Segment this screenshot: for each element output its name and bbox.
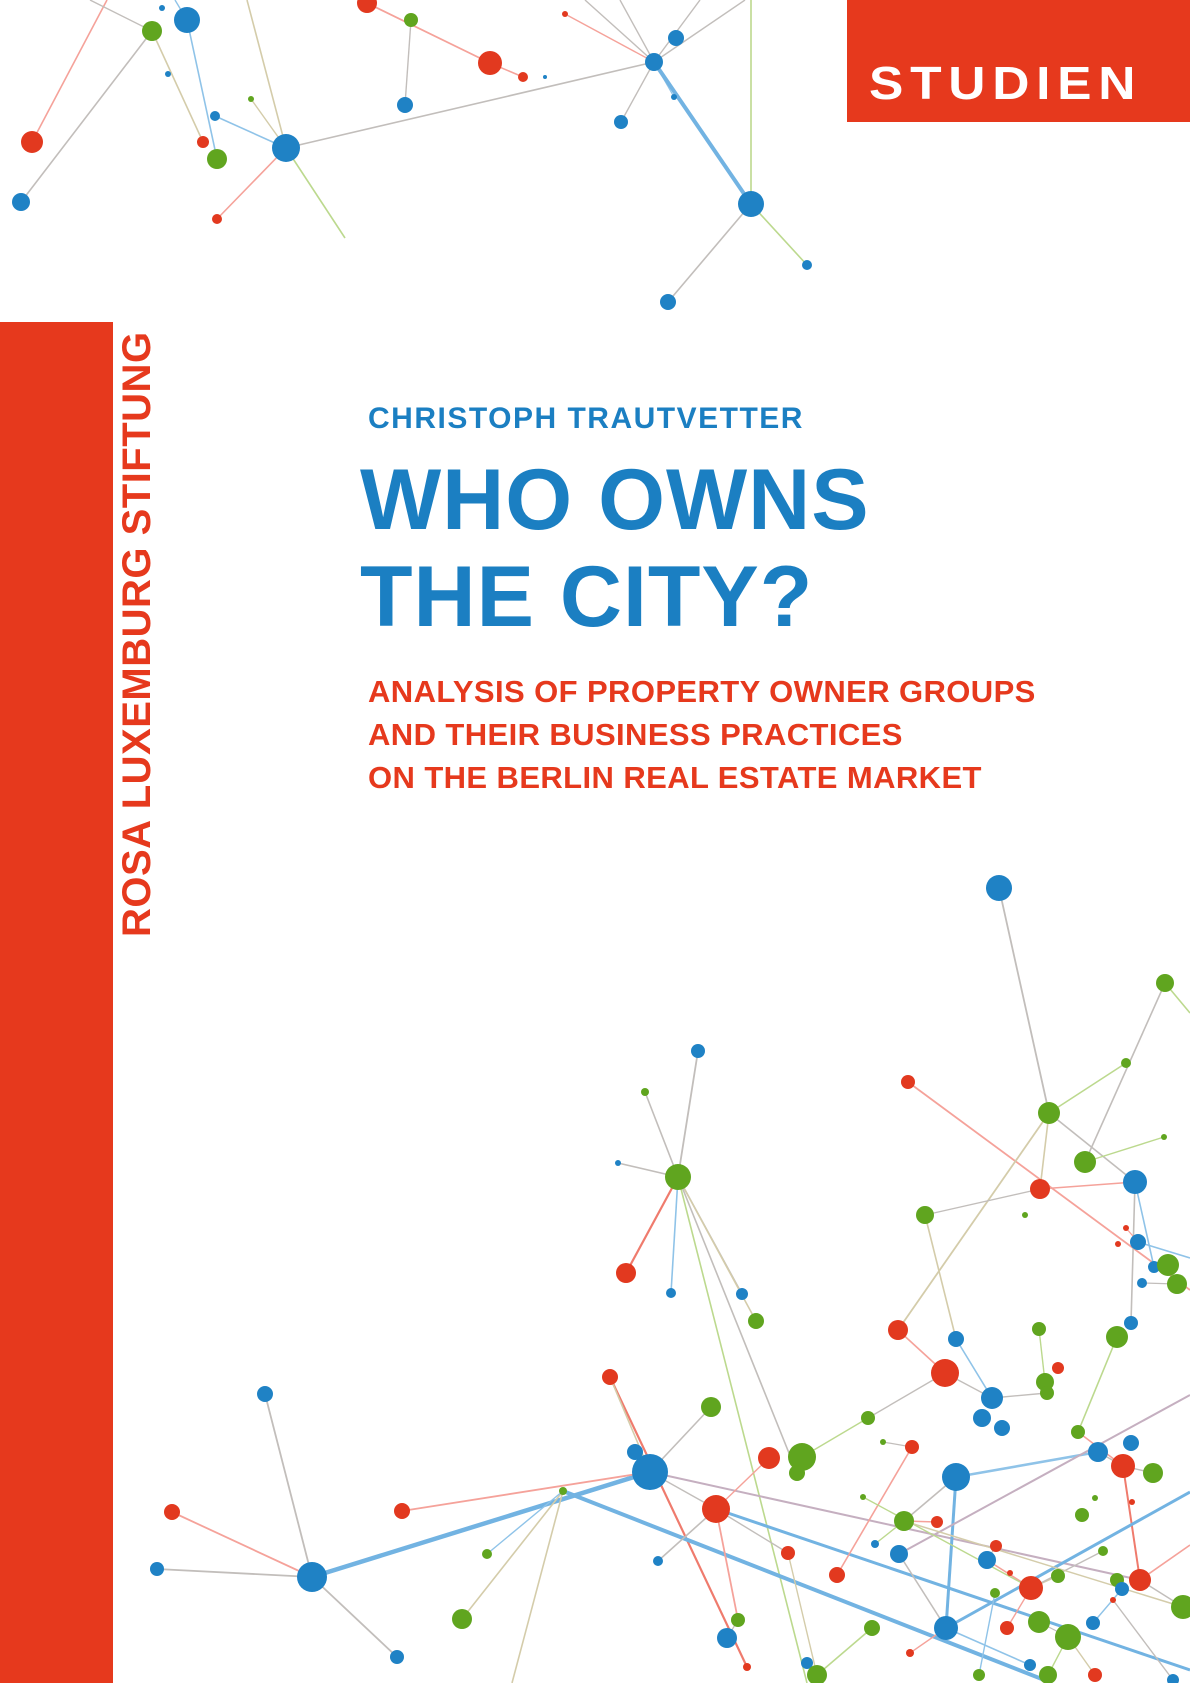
network-node bbox=[1039, 1666, 1057, 1683]
studien-badge-label: STUDIEN bbox=[869, 57, 1143, 109]
subtitle bbox=[368, 670, 1036, 799]
network-node bbox=[645, 53, 663, 71]
network-node bbox=[890, 1545, 908, 1563]
network-node bbox=[165, 71, 171, 77]
network-node bbox=[641, 1088, 649, 1096]
network-node bbox=[159, 5, 165, 11]
network-edge bbox=[671, 1177, 678, 1293]
network-node bbox=[390, 1650, 404, 1664]
network-edge bbox=[312, 1577, 397, 1657]
network-node bbox=[860, 1494, 866, 1500]
network-node bbox=[1040, 1386, 1054, 1400]
network-node bbox=[1123, 1170, 1147, 1194]
network-node bbox=[973, 1409, 991, 1427]
network-edge bbox=[405, 20, 411, 105]
network-edge bbox=[286, 62, 654, 148]
network-node bbox=[1115, 1241, 1121, 1247]
network-edge bbox=[650, 1472, 1140, 1580]
network-node bbox=[702, 1495, 730, 1523]
network-edge bbox=[925, 1215, 956, 1339]
network-node bbox=[717, 1628, 737, 1648]
network-edge bbox=[863, 1497, 1031, 1588]
network-node bbox=[1124, 1316, 1138, 1330]
network-node bbox=[994, 1420, 1010, 1436]
network-node bbox=[627, 1444, 643, 1460]
network-node bbox=[1022, 1212, 1028, 1218]
network-node bbox=[1123, 1225, 1129, 1231]
network-edge bbox=[1085, 1137, 1164, 1162]
network-node bbox=[210, 111, 220, 121]
network-edge bbox=[716, 1509, 738, 1620]
network-node bbox=[1129, 1499, 1135, 1505]
network-node bbox=[1110, 1597, 1116, 1603]
network-node bbox=[691, 1044, 705, 1058]
network-edge bbox=[626, 1177, 678, 1273]
network-node bbox=[174, 7, 200, 33]
network-edge bbox=[462, 1491, 563, 1619]
network-node bbox=[1137, 1278, 1147, 1288]
network-node bbox=[207, 149, 227, 169]
network-node bbox=[1032, 1322, 1046, 1336]
network-node bbox=[1157, 1254, 1179, 1276]
network-node bbox=[518, 72, 528, 82]
network-node bbox=[861, 1411, 875, 1425]
network-node bbox=[1086, 1616, 1100, 1630]
network-node bbox=[789, 1465, 805, 1481]
network-node bbox=[802, 260, 812, 270]
title-line-1: WHO OWNS bbox=[360, 452, 870, 548]
network-edge bbox=[621, 62, 654, 122]
network-node bbox=[758, 1447, 780, 1469]
subtitle-line-2: AND THEIR BUSINESS PRACTICES bbox=[368, 717, 903, 752]
network-node bbox=[1024, 1659, 1036, 1671]
network-node bbox=[916, 1206, 934, 1224]
network-node bbox=[482, 1549, 492, 1559]
network-node bbox=[397, 97, 413, 113]
network-edge bbox=[402, 1472, 650, 1511]
network-node bbox=[164, 1504, 180, 1520]
publisher-name-vertical: ROSA LUXEMBURG STIFTUNG bbox=[115, 331, 159, 937]
network-edge bbox=[956, 1452, 1098, 1477]
network-edge bbox=[1131, 1182, 1135, 1323]
network-node bbox=[1038, 1102, 1060, 1124]
network-edge bbox=[157, 1569, 312, 1577]
network-node bbox=[978, 1551, 996, 1569]
network-node bbox=[1052, 1362, 1064, 1374]
network-edge bbox=[563, 1491, 1052, 1683]
network-node bbox=[1007, 1570, 1013, 1576]
author-name: CHRISTOPH TRAUTVETTER bbox=[368, 402, 804, 435]
network-node bbox=[1143, 1463, 1163, 1483]
network-edge bbox=[21, 31, 152, 202]
network-node bbox=[731, 1613, 745, 1627]
network-edge bbox=[265, 1394, 312, 1577]
network-node bbox=[615, 1160, 621, 1166]
network-node bbox=[272, 134, 300, 162]
network-edge bbox=[645, 1092, 678, 1177]
network-node bbox=[668, 30, 684, 46]
network-edge bbox=[286, 148, 345, 238]
network-node bbox=[736, 1288, 748, 1300]
network-edge bbox=[247, 0, 286, 148]
network-node bbox=[142, 21, 162, 41]
network-edge bbox=[152, 31, 203, 142]
network-node bbox=[1123, 1435, 1139, 1451]
network-node bbox=[1074, 1151, 1096, 1173]
network-node bbox=[12, 193, 30, 211]
network-node bbox=[1075, 1508, 1089, 1522]
network-node bbox=[1111, 1454, 1135, 1478]
network-edge bbox=[654, 62, 751, 204]
network-node bbox=[1115, 1582, 1129, 1596]
network-node bbox=[894, 1511, 914, 1531]
left-red-bar bbox=[0, 322, 113, 1683]
network-node bbox=[616, 1263, 636, 1283]
network-node bbox=[653, 1556, 663, 1566]
subtitle-line-1: ANALYSIS OF PROPERTY OWNER GROUPS bbox=[368, 674, 1036, 709]
network-edge bbox=[817, 1628, 872, 1675]
network-node bbox=[888, 1320, 908, 1340]
network-node bbox=[829, 1567, 845, 1583]
network-edge bbox=[678, 1177, 807, 1683]
network-edge bbox=[788, 1553, 817, 1675]
network-node bbox=[1092, 1495, 1098, 1501]
network-node bbox=[906, 1649, 914, 1657]
network-edge bbox=[367, 3, 490, 63]
network-node bbox=[212, 214, 222, 224]
network-node bbox=[666, 1288, 676, 1298]
network-edge bbox=[1135, 1182, 1154, 1267]
network-node bbox=[931, 1516, 943, 1528]
network-node bbox=[986, 875, 1012, 901]
network-node bbox=[990, 1588, 1000, 1598]
network-edge bbox=[1078, 1337, 1117, 1432]
network-node bbox=[543, 75, 547, 79]
network-node bbox=[738, 191, 764, 217]
network-edge bbox=[172, 1512, 312, 1577]
network-edge bbox=[1040, 1182, 1135, 1189]
network-node bbox=[1055, 1624, 1081, 1650]
network-node bbox=[1098, 1546, 1108, 1556]
network-edge bbox=[678, 1177, 797, 1473]
network-node bbox=[150, 1562, 164, 1576]
network-node bbox=[257, 1386, 273, 1402]
network-node bbox=[1167, 1274, 1187, 1294]
network-edge bbox=[946, 1477, 956, 1628]
studien-badge bbox=[847, 0, 1190, 122]
network-edge bbox=[999, 888, 1049, 1113]
network-edge bbox=[668, 204, 751, 302]
network-node bbox=[901, 1075, 915, 1089]
network-node bbox=[559, 1487, 567, 1495]
network-node bbox=[1088, 1668, 1102, 1682]
network-node bbox=[21, 131, 43, 153]
network-edge bbox=[925, 1189, 1040, 1215]
network-edge bbox=[32, 0, 107, 142]
network-node bbox=[665, 1164, 691, 1190]
network-node bbox=[948, 1331, 964, 1347]
network-edge bbox=[678, 1051, 698, 1177]
network-node bbox=[1130, 1234, 1146, 1250]
network-node bbox=[748, 1313, 764, 1329]
network-node bbox=[197, 136, 209, 148]
network-node bbox=[880, 1439, 886, 1445]
network-node bbox=[990, 1540, 1002, 1552]
network-edge bbox=[312, 1472, 650, 1577]
network-node bbox=[562, 11, 568, 17]
network-node bbox=[942, 1463, 970, 1491]
network-node bbox=[1129, 1569, 1151, 1591]
network-node bbox=[871, 1540, 879, 1548]
network-node bbox=[394, 1503, 410, 1519]
network-node bbox=[1088, 1442, 1108, 1462]
network-node bbox=[864, 1620, 880, 1636]
network-node bbox=[478, 51, 502, 75]
network-node bbox=[1171, 1595, 1190, 1619]
network-node bbox=[1071, 1425, 1085, 1439]
network-node bbox=[973, 1669, 985, 1681]
network-node bbox=[452, 1609, 472, 1629]
network-edge bbox=[1049, 1113, 1135, 1182]
network-node bbox=[781, 1546, 795, 1560]
network-node bbox=[614, 115, 628, 129]
network-edge bbox=[904, 1521, 1183, 1607]
network-node bbox=[1156, 974, 1174, 992]
network-node bbox=[1121, 1058, 1131, 1068]
network-edge bbox=[1113, 1600, 1173, 1680]
network-node bbox=[357, 0, 377, 13]
network-node bbox=[1028, 1611, 1050, 1633]
network-node bbox=[1161, 1134, 1167, 1140]
network-edge bbox=[654, 0, 745, 62]
network-edge bbox=[1085, 983, 1165, 1162]
network-edge bbox=[217, 148, 286, 219]
network-node bbox=[1106, 1326, 1128, 1348]
network-edge bbox=[610, 1377, 747, 1667]
subtitle-line-3: ON THE BERLIN REAL ESTATE MARKET bbox=[368, 760, 982, 795]
network-edge bbox=[1049, 1063, 1126, 1113]
network-node bbox=[297, 1562, 327, 1592]
network-node bbox=[671, 94, 677, 100]
network-node bbox=[1019, 1576, 1043, 1600]
network-node bbox=[905, 1440, 919, 1454]
network-node bbox=[404, 13, 418, 27]
network-edge bbox=[512, 1491, 563, 1683]
network-node bbox=[931, 1359, 959, 1387]
network-node bbox=[1000, 1621, 1014, 1635]
title-line-2: THE CITY? bbox=[360, 549, 814, 645]
network-node bbox=[1030, 1179, 1050, 1199]
network-node bbox=[934, 1616, 958, 1640]
network-node bbox=[1051, 1569, 1065, 1583]
network-node bbox=[743, 1663, 751, 1671]
network-node bbox=[981, 1387, 1003, 1409]
network-node bbox=[602, 1369, 618, 1385]
network-edge bbox=[899, 1554, 946, 1628]
network-node bbox=[701, 1397, 721, 1417]
network-node bbox=[660, 294, 676, 310]
page-title bbox=[360, 452, 870, 646]
network-edge bbox=[487, 1491, 563, 1554]
network-node bbox=[248, 96, 254, 102]
